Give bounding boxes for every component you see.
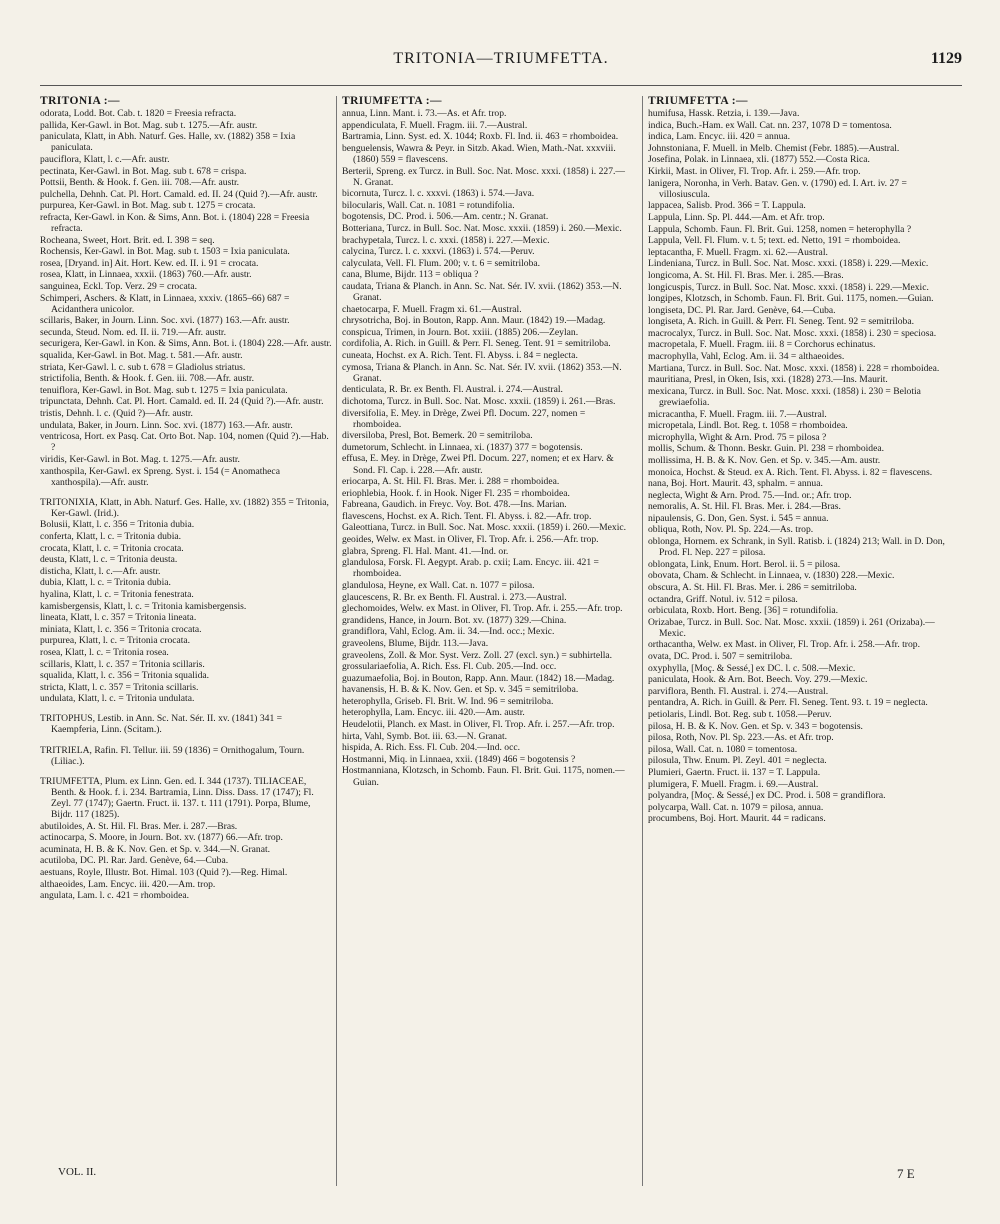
- index-entry: guazumaefolia, Boj. in Bouton, Rapp. Ann. Maur. (1842) 18.—Madag.: [342, 672, 615, 684]
- index-entry: flavescens, Hochst. ex A. Rich. Tent. Fl. Abyss. i. 82.—Afr. trop.: [342, 510, 592, 522]
- index-entry: tenuiflora, Ker-Gawl. in Bot. Mag. sub t. 1275 = Ixia paniculata.: [40, 384, 288, 396]
- header-rule: [40, 85, 962, 86]
- index-entry: grandidens, Hance, in Journ. Bot. xv. (1877) 329.—China.: [342, 614, 567, 626]
- index-entry: obovata, Cham. & Schlecht. in Linnaea, v. (1830) 228.—Mexic.: [648, 570, 895, 582]
- index-entry: nana, Boj. Hort. Maurit. 43, sphalm. = annua.: [648, 478, 823, 490]
- index-entry: undulata, Klatt, l. c. = Tritonia undulata.: [40, 693, 195, 705]
- index-entry: procumbens, Boj. Hort. Maurit. 44 = radicans.: [648, 813, 826, 825]
- index-entry: Plumieri, Gaertn. Fruct. ii. 137 = T. Lappula.: [648, 766, 821, 778]
- index-entry: disticha, Klatt, l. c.—Afr. austr.: [40, 565, 161, 577]
- index-entry: orthacantha, Welw. ex Mast. in Oliver, Fl. Trop. Afr. i. 258.—Afr. trop.: [648, 639, 920, 651]
- index-entry: micropetala, Lindl. Bot. Reg. t. 1058 = rhomboidea.: [648, 420, 848, 432]
- index-entry: hispida, A. Rich. Ess. Fl. Cub. 204.—Ind. occ.: [342, 742, 521, 754]
- index-entry: plumigera, F. Muell. Fragm. i. 69.—Austral.: [648, 778, 819, 790]
- index-entry: Lappula, Vell. Fl. Flum. v. t. 5; text. ed. Netto, 191 = rhomboidea.: [648, 235, 901, 247]
- index-entry: obscura, A. St. Hil. Fl. Bras. Mer. i. 286 = semitriloba.: [648, 581, 857, 593]
- index-entry: Johnstoniana, F. Muell. in Melb. Chemist (Febr. 1885).—Austral.: [648, 142, 900, 154]
- index-entry: actinocarpa, S. Moore, in Journ. Bot. xv. (1877) 66.—Afr. trop.: [40, 832, 283, 844]
- index-entry: macrocalyx, Turcz. in Bull. Soc. Nat. Mosc. xxxi. (1858) i. 230 = speciosa.: [648, 327, 937, 339]
- index-entry: annua, Linn. Mant. i. 73.—As. et Afr. trop.: [342, 108, 507, 120]
- index-entry: appendiculata, F. Muell. Fragm. iii. 7.—Austral.: [342, 119, 528, 131]
- index-entry: grandiflora, Vahl, Eclog. Am. ii. 34.—Ind. occ.; Mexic.: [342, 626, 555, 638]
- index-entry: xanthospila, Ker-Gawl. ex Spreng. Syst. i. 154 (= Anomatheca xanthospila).—Afr. austr.: [40, 465, 280, 488]
- page-header: [40, 50, 962, 80]
- index-entry: Orizabae, Turcz. in Bull. Soc. Nat. Mosc. xxxii. (1859) i. 261 (Orizaba).—Mexic.: [648, 616, 935, 639]
- column-1: [40, 96, 332, 1176]
- index-entry: pilosa, Wall. Cat. n. 1080 = tomentosa.: [648, 743, 798, 755]
- index-entry: denticulata, R. Br. ex Benth. Fl. Austral. i. 274.—Austral.: [342, 384, 563, 396]
- index-entry: TRIUMFETTA, Plum. ex Linn. Gen. ed. I. 344 (1737). TILIACEAE, Benth. & Hook. f. i. 234. Bartramia, Linn. Diss. Dass. 17 (1747); Fl. Zeyl. 77 (1747); Gaertn. Fruct. ii. 137. t. 111 (1791). Porpa, Blume, Bijdr. 117 (1825).: [40, 775, 314, 821]
- column-2: [342, 96, 634, 1176]
- index-entry: kamisbergensis, Klatt, l. c. = Tritonia kamisbergensis.: [40, 600, 247, 612]
- index-entry: paniculata, Klatt, in Abh. Naturf. Ges. Halle, xv. (1882) 358 = Ixia paniculata.: [40, 131, 296, 154]
- index-entry: tripunctata, Dehnh. Cat. Pl. Hort. Camald. ed. II. 24 (Quid ?).—Afr. austr.: [40, 396, 324, 408]
- index-entry: polycarpa, Wall. Cat. n. 1079 = pilosa, annua.: [648, 801, 824, 813]
- index-entry: mollis, Schum. & Thonn. Beskr. Guin. Pl. 238 = rhomboidea.: [648, 443, 885, 455]
- index-entry: Martiana, Turcz. in Bull. Soc. Nat. Mosc. xxxi. (1858) i. 228 = rhomboidea.: [648, 362, 940, 374]
- index-entry: glabra, Spreng. Fl. Hal. Mant. 41.—Ind. or.: [342, 545, 509, 557]
- index-entry: heterophylla, Griseb. Fl. Brit. W. Ind. 96 = semitriloba.: [342, 695, 554, 707]
- index-entry: pauciflora, Klatt, l. c.—Afr. austr.: [40, 153, 170, 165]
- index-entry: ovata, DC. Prod. i. 507 = semitriloba.: [648, 651, 793, 662]
- index-entry: mexicana, Turcz. in Bull. Soc. Nat. Mosc. xxxi. (1858) i. 230 = Belotia grewiaefolia.: [648, 385, 921, 408]
- index-entry: macropetala, F. Muell. Fragm. iii. 8 = Corchorus echinatus.: [648, 339, 876, 351]
- index-entry: mollissima, H. B. & K. Nov. Gen. et Sp. v. 345.—Am. austr.: [648, 454, 881, 466]
- index-entry: pilosa, Roth, Nov. Pl. Sp. 223.—As. et Afr. trop.: [648, 732, 834, 744]
- index-entry: paniculata, Hook. & Arn. Bot. Beech. Voy. 279.—Mexic.: [648, 674, 868, 686]
- index-entry: Josefina, Polak. in Linnaea, xli. (1877) 552.—Costa Rica.: [648, 154, 870, 166]
- index-entry: Fabreana, Gaudich. in Freyc. Voy. Bot. 478.—Ins. Marian.: [342, 499, 567, 511]
- running-title: TRITONIA—TRIUMFETTA.: [393, 50, 609, 67]
- column-3: [648, 96, 954, 1176]
- index-entry: odorata, Lodd. Bot. Cab. t. 1820 = Freesia refracta.: [40, 108, 237, 120]
- index-entry: parviflora, Benth. Fl. Austral. i. 274.—Austral.: [648, 685, 829, 697]
- index-entry: oblongata, Link, Enum. Hort. Berol. ii. 5 = pilosa.: [648, 558, 841, 570]
- index-entry: acutiloba, DC. Pl. Rar. Jard. Genève, 64.—Cuba.: [40, 855, 229, 867]
- index-entry: bilocularis, Wall. Cat. n. 1081 = rotundifolia.: [342, 199, 515, 211]
- index-entry: micracantha, F. Muell. Fragm. iii. 7.—Austral.: [648, 408, 827, 420]
- index-entry: oblonga, Hornem. ex Schrank, in Syll. Ratisb. i. (1824) 213; Wall. in D. Don, Prod. Fl. Nep. 227 = pilosa.: [648, 536, 945, 559]
- index-entry: indica, Lam. Encyc. iii. 420 = annua.: [648, 131, 791, 143]
- index-entry: scillaris, Klatt, l. c. 357 = Tritonia scillaris.: [40, 658, 205, 670]
- index-entry: viridis, Ker-Gawl. in Bot. Mag. t. 1275.—Afr. austr.: [40, 453, 240, 465]
- index-entry: Berterii, Spreng. ex Turcz. in Bull. Soc. Nat. Mosc. xxxi. (1858) i. 227.—N. Granat.: [342, 165, 625, 188]
- index-entry: geoides, Welw. ex Mast. in Oliver, Fl. Trop. Afr. i. 256.—Afr. trop.: [342, 534, 599, 546]
- index-entry: lanigera, Noronha, in Verh. Batav. Gen. v. (1790) ed. I. Art. iv. 27 = villosiuscula.: [648, 177, 907, 200]
- index-entry: refracta, Ker-Gawl. in Kon. & Sims, Ann. Bot. i. (1804) 228 = Freesia refracta.: [40, 211, 310, 235]
- index-entry: grossulariaefolia, A. Rich. Ess. Fl. Cub. 205.—Ind. occ.: [342, 661, 557, 673]
- index-entry: Pottsii, Benth. & Hook. f. Gen. iii. 708.—Afr. austr.: [40, 177, 240, 189]
- index-entry: dumetorum, Schlecht. in Linnaea, xi. (1837) 377 = bogotensis.: [342, 441, 583, 453]
- index-entry: calycina, Turcz. l. c. xxxvi. (1863) i. 574.—Peruv.: [342, 246, 535, 258]
- index-entry: conferta, Klatt, l. c. = Tritonia dubia.: [40, 530, 182, 542]
- column-divider: [336, 96, 337, 1186]
- index-entry: eriocarpa, A. St. Hil. Fl. Bras. Mer. i. 288 = rhomboidea.: [342, 476, 560, 488]
- index-entry: hyalina, Klatt, l. c. = Tritonia fenestrata.: [40, 588, 194, 600]
- index-entry: cuneata, Hochst. ex A. Rich. Tent. Fl. Abyss. i. 84 = neglecta.: [342, 350, 578, 362]
- index-entry: leptacantha, F. Muell. Fragm. xi. 62.—Austral.: [648, 246, 828, 258]
- index-entry: graveolens, Blume, Bijdr. 113.—Java.: [342, 637, 489, 649]
- index-entry: diversiloba, Presl, Bot. Bemerk. 20 = semitriloba.: [342, 430, 533, 442]
- index-entry: heterophylla, Lam. Encyc. iii. 420.—Am. austr.: [342, 707, 525, 719]
- index-entry: effusa, E. Mey. in Drège, Zwei Pfl. Docum. 227, nomen; et ex Harv. & Sond. Fl. Cap. i. 228.—Afr. austr.: [342, 453, 614, 476]
- index-entry: glaucescens, R. Br. ex Benth. Fl. Austral. i. 273.—Austral.: [342, 591, 567, 603]
- index-entry: bicornuta, Turcz. l. c. xxxvi. (1863) i. 574.—Java.: [342, 188, 535, 200]
- index-entry: nipaulensis, G. Don, Gen. Syst. i. 545 = annua.: [648, 512, 829, 524]
- index-entry: diversifolia, E. Mey. in Drège, Zwei Pfl. Docum. 227, nomen = rhomboidea.: [342, 407, 586, 430]
- index-entry: lineata, Klatt, l. c. 357 = Tritonia lineata.: [40, 612, 197, 624]
- index-entry: neglecta, Wight & Arn. Prod. 75.—Ind. or.; Afr. trop.: [648, 489, 852, 501]
- page-number: 1129: [930, 50, 962, 67]
- index-entry: dubia, Klatt, l. c. = Tritonia dubia.: [40, 577, 171, 589]
- index-entry: caudata, Triana & Planch. in Ann. Sc. Nat. Sér. IV. xvii. (1862) 353.—N. Granat.: [342, 281, 622, 304]
- index-entry: brachypetala, Turcz. l. c. xxxi. (1858) i. 227.—Mexic.: [342, 234, 550, 246]
- index-entry: rosea, Klatt, l. c. = Tritonia rosea.: [40, 646, 169, 658]
- index-entry: cana, Blume, Bijdr. 113 = obliqua ?: [342, 269, 479, 281]
- index-entry: graveolens, Zoll. & Mor. Syst. Verz. Zoll. 27 (excl. syn.) = subhirtella.: [342, 649, 613, 661]
- index-entry: purpurea, Klatt, l. c. = Tritonia crocata.: [40, 635, 191, 647]
- index-entry: Lappula, Schomb. Faun. Fl. Brit. Gui. 1258, nomen = heterophylla ?: [648, 223, 912, 235]
- index-entry: nemoralis, A. St. Hil. Fl. Bras. Mer. i. 284.—Bras.: [648, 501, 841, 513]
- index-entry: cymosa, Triana & Planch. in Ann. Sc. Nat. Sér. IV. xvii. (1862) 353.—N. Granat.: [342, 361, 622, 384]
- index-entry: chrysotricha, Boj. in Bouton, Rapp. Ann. Maur. (1842) 19.—Madag.: [342, 315, 606, 327]
- index-entry: Rocheana, Sweet, Hort. Brit. ed. I. 398 = seq.: [40, 234, 215, 246]
- index-entry: pilosa, H. B. & K. Nov. Gen. et Sp. v. 343 = bogotensis.: [648, 720, 863, 732]
- index-entry: longicuspis, Turcz. in Bull. Soc. Nat. Mosc. xxxi. (1858) i. 229.—Mexic.: [648, 281, 929, 293]
- index-entry: angulata, Lam. l. c. 421 = rhomboidea.: [40, 890, 190, 902]
- index-entry: petiolaris, Lindl. Bot. Reg. sub t. 1058.—Peruv.: [648, 708, 832, 720]
- index-entry: pentandra, A. Rich. in Guill. & Perr. Fl. Seneg. Tent. 93. t. 19 = neglecta.: [648, 697, 928, 709]
- index-entry: squalida, Klatt, l. c. 356 = Tritonia squalida.: [40, 670, 210, 682]
- index-entry: Galeottiana, Turcz. in Bull. Soc. Nat. Mosc. xxxii. (1859) i. 260.—Mexic.: [342, 522, 627, 534]
- index-entry: purpurea, Ker-Gawl. in Bot. Mag. sub t. 1275 = crocata.: [40, 200, 256, 212]
- index-entry: abutiloides, A. St. Hil. Fl. Bras. Mer. i. 287.—Bras.: [40, 820, 238, 832]
- volume-label: VOL. II.: [58, 1166, 97, 1178]
- index-entry: Heudelotii, Planch. ex Mast. in Oliver, Fl. Trop. Afr. i. 257.—Afr. trop.: [342, 719, 615, 731]
- index-entry: polyandra, [Moç. & Sessé,] ex DC. Prod. i. 508 = grandiflora.: [648, 790, 886, 802]
- index-entry: Hostmanni, Miq. in Linnaea, xxii. (1849) 466 = bogotensis ?: [342, 753, 576, 765]
- index-entry: althaeoides, Lam. Encyc. iii. 420.—Am. trop.: [40, 878, 216, 890]
- index-entry: miniata, Klatt, l. c. 356 = Tritonia crocata.: [40, 623, 202, 635]
- index-entry: oxyphylla, [Moç. & Sessé,] ex DC. l. c. 508.—Mexic.: [648, 662, 856, 674]
- index-entry: Kirkii, Mast. in Oliver, Fl. Trop. Afr. i. 259.—Afr. trop.: [648, 166, 861, 178]
- index-entry: Schimperi, Aschers. & Klatt, in Linnaea, xxxiv. (1865–66) 687 = Acidanthera unicolor.: [40, 292, 290, 315]
- index-entry: Hostmanniana, Klotzsch, in Schomb. Faun. Fl. Brit. Gui. 1175, nomen.—Guian.: [342, 765, 625, 788]
- index-entry: dichotoma, Turcz. in Bull. Soc. Nat. Mosc. xxxii. (1859) i. 261.—Bras.: [342, 395, 616, 407]
- index-entry: longiseta, A. Rich. in Guill. & Perr. Fl. Seneg. Tent. 92 = semitriloba.: [648, 316, 914, 328]
- index-entry: striata, Ker-Gawl. l. c. sub t. 678 = Gladiolus striatus.: [40, 361, 246, 373]
- index-entry: havanensis, H. B. & K. Nov. Gen. et Sp. v. 345 = semitriloba.: [342, 684, 579, 696]
- index-entry: octandra, Griff. Notul. iv. 512 = pilosa.: [648, 593, 798, 605]
- index-entry: TRITRIELA, Rafin. Fl. Tellur. iii. 59 (1836) = Ornithogalum, Tourn. (Liliac.).: [40, 744, 305, 767]
- column-heading: TRIUMFETTA :—: [648, 96, 748, 107]
- index-entry: tristis, Dehnh. l. c. (Quid ?)—Afr. austr.: [40, 408, 193, 420]
- index-entry: Bartramia, Linn. Syst. ed. X. 1044; Roxb. Fl. Ind. ii. 463 = rhomboidea.: [342, 131, 619, 143]
- index-entry: Bolusii, Klatt, l. c. 356 = Tritonia dubia.: [40, 519, 195, 531]
- index-entry: scillaris, Baker, in Journ. Linn. Soc. xvi. (1877) 163.—Afr. austr.: [40, 315, 290, 327]
- index-entry: orbiculata, Roxb. Hort. Beng. [36] = rotundifolia.: [648, 605, 839, 617]
- index-entry: TRITOPHUS, Lestib. in Ann. Sc. Nat. Sér. II. xv. (1841) 341 = Kaempferia, Linn. (Scitam.).: [40, 713, 283, 736]
- index-entry: indica, Buch.-Ham. ex Wall. Cat. nn. 237, 1078 D = tomentosa.: [648, 119, 892, 131]
- index-entry: secunda, Steud. Nom. ed. II. ii. 719.—Afr. austr.: [40, 326, 226, 338]
- index-entry: hirta, Vahl, Symb. Bot. iii. 63.—N. Granat.: [342, 730, 508, 742]
- index-entry: rosea, [Dryand. in] Ait. Hort. Kew. ed. II. i. 91 = crocata.: [40, 257, 259, 269]
- column-heading: TRIUMFETTA :—: [342, 96, 442, 107]
- index-entry: pectinata, Ker-Gawl. in Bot. Mag. sub t. 678 = crispa.: [40, 165, 247, 177]
- index-entry: aestuans, Royle, Illustr. Bot. Himal. 103 (Quid ?).—Reg. Himal.: [40, 867, 288, 878]
- index-entry: monoica, Hochst. & Steud. ex A. Rich. Tent. Fl. Abyss. i. 82 = flavescens.: [648, 466, 933, 478]
- index-entry: sanguinea, Eckl. Top. Verz. 29 = crocata.: [40, 281, 198, 292]
- index-entry: Lindeniana, Turcz. in Bull. Soc. Nat. Mosc. xxxi. (1858) i. 229.—Mexic.: [648, 258, 929, 270]
- index-entry: bogotensis, DC. Prod. i. 506.—Am. centr.; N. Granat.: [342, 211, 549, 223]
- index-entry: stricta, Klatt, l. c. 357 = Tritonia scillaris.: [40, 681, 199, 693]
- index-entry: longipes, Klotzsch, in Schomb. Faun. Fl. Brit. Gui. 1175, nomen.—Guian.: [648, 293, 934, 305]
- index-entry: lappacea, Salisb. Prod. 366 = T. Lappula.: [648, 200, 806, 212]
- index-entry: squalida, Ker-Gawl. in Bot. Mag. t. 581.—Afr. austr.: [40, 350, 243, 362]
- index-entry: benguelensis, Wawra & Peyr. in Sitzb. Akad. Wien, Math.-Nat. xxxviii. (1860) 559 = flavescens.: [342, 142, 616, 165]
- index-entry: mauritiana, Presl, in Oken, Isis, xxi. (1828) 273.—Ins. Maurit.: [648, 374, 888, 386]
- index-entry: Rochensis, Ker-Gawl. in Bot. Mag. sub t. 1503 = Ixia paniculata.: [40, 246, 290, 258]
- index-entry: glechomoides, Welw. ex Mast. in Oliver, Fl. Trop. Afr. i. 255.—Afr. trop.: [342, 603, 623, 615]
- index-entry: chaetocarpa, F. Muell. Fragm xi. 61.—Austral.: [342, 303, 522, 315]
- index-entry: longicoma, A. St. Hil. Fl. Bras. Mer. i. 285.—Bras.: [648, 269, 844, 281]
- index-entry: cordifolia, A. Rich. in Guill. & Perr. Fl. Seneg. Tent. 91 = semitriloba.: [342, 338, 611, 350]
- index-entry: securigera, Ker-Gawl. in Kon. & Sims, Ann. Bot. i. (1804) 228.—Afr. austr.: [40, 338, 332, 350]
- index-entry: glandulosa, Heyne, ex Wall. Cat. n. 1077 = pilosa.: [342, 579, 535, 591]
- column-heading: TRITONIA :—: [40, 96, 120, 107]
- index-entry: crocata, Klatt, l. c. = Tritonia crocata.: [40, 542, 184, 554]
- index-entry: rosea, Klatt, in Linnaea, xxxii. (1863) 760.—Afr. austr.: [40, 269, 252, 281]
- index-entry: conspicua, Trimen, in Journ. Bot. xxiii. (1885) 206.—Zeylan.: [342, 326, 579, 338]
- index-entry: eriophlebia, Hook. f. in Hook. Niger Fl. 235 = rhomboidea.: [342, 487, 570, 499]
- index-entry: Lappula, Linn. Sp. Pl. 444.—Am. et Afr. trop.: [648, 211, 825, 223]
- index-entry: longiseta, DC. Pl. Rar. Jard. Genève, 64.—Cuba.: [648, 304, 836, 316]
- index-entry: microphylla, Wight & Arn. Prod. 75 = pilosa ?: [648, 431, 827, 443]
- index-entry: pulchella, Dehnh. Cat. Pl. Hort. Camald. ed. II. 24 (Quid ?).—Afr. austr.: [40, 188, 318, 200]
- index-entry: humifusa, Hassk. Retzia, i. 139.—Java.: [648, 108, 800, 120]
- index-entry: macrophylla, Vahl, Eclog. Am. ii. 34 = althaeoides.: [648, 351, 845, 363]
- index-entry: calyculata, Vell. Fl. Flum. 200; v. t. 6 = semitriloba.: [342, 257, 541, 269]
- index-entry: undulata, Baker, in Journ. Linn. Soc. xvi. (1877) 163.—Afr. austr.: [40, 419, 293, 431]
- index-entry: TRITONIXIA, Klatt, in Abh. Naturf. Ges. Halle, xv. (1882) 355 = Tritonia, Ker-Gawl. (Irid.).: [40, 496, 329, 519]
- index-entry: acuminata, H. B. & K. Nov. Gen. et Sp. v. 344.—N. Granat.: [40, 843, 271, 855]
- index-entry: Botteriana, Turcz. in Bull. Soc. Nat. Mosc. xxxii. (1859) i. 260.—Mexic.: [342, 223, 622, 235]
- index-entry: pallida, Ker-Gawl. in Bot. Mag. sub t. 1275.—Afr. austr.: [40, 119, 258, 131]
- index-entry: deusta, Klatt, l. c. = Tritonia deusta.: [40, 554, 178, 566]
- index-entry: obliqua, Roth, Nov. Pl. Sp. 224.—As. trop.: [648, 524, 814, 536]
- index-entry: glandulosa, Forsk. Fl. Aegypt. Arab. p. cxii; Lam. Encyc. iii. 421 = rhomboidea.: [342, 557, 599, 580]
- index-entry: strictifolia, Benth. & Hook. f. Gen. iii. 708.—Afr. austr.: [40, 373, 254, 385]
- column-divider: [642, 96, 643, 1186]
- index-entry: ventricosa, Hort. ex Pasq. Cat. Orto Bot. Nap. 104, nomen (Quid ?).—Hab. ?: [40, 431, 329, 454]
- index-entry: pilosula, Thw. Enum. Pl. Zeyl. 401 = neglecta.: [648, 755, 827, 767]
- signature-mark: 7 E: [897, 1166, 915, 1181]
